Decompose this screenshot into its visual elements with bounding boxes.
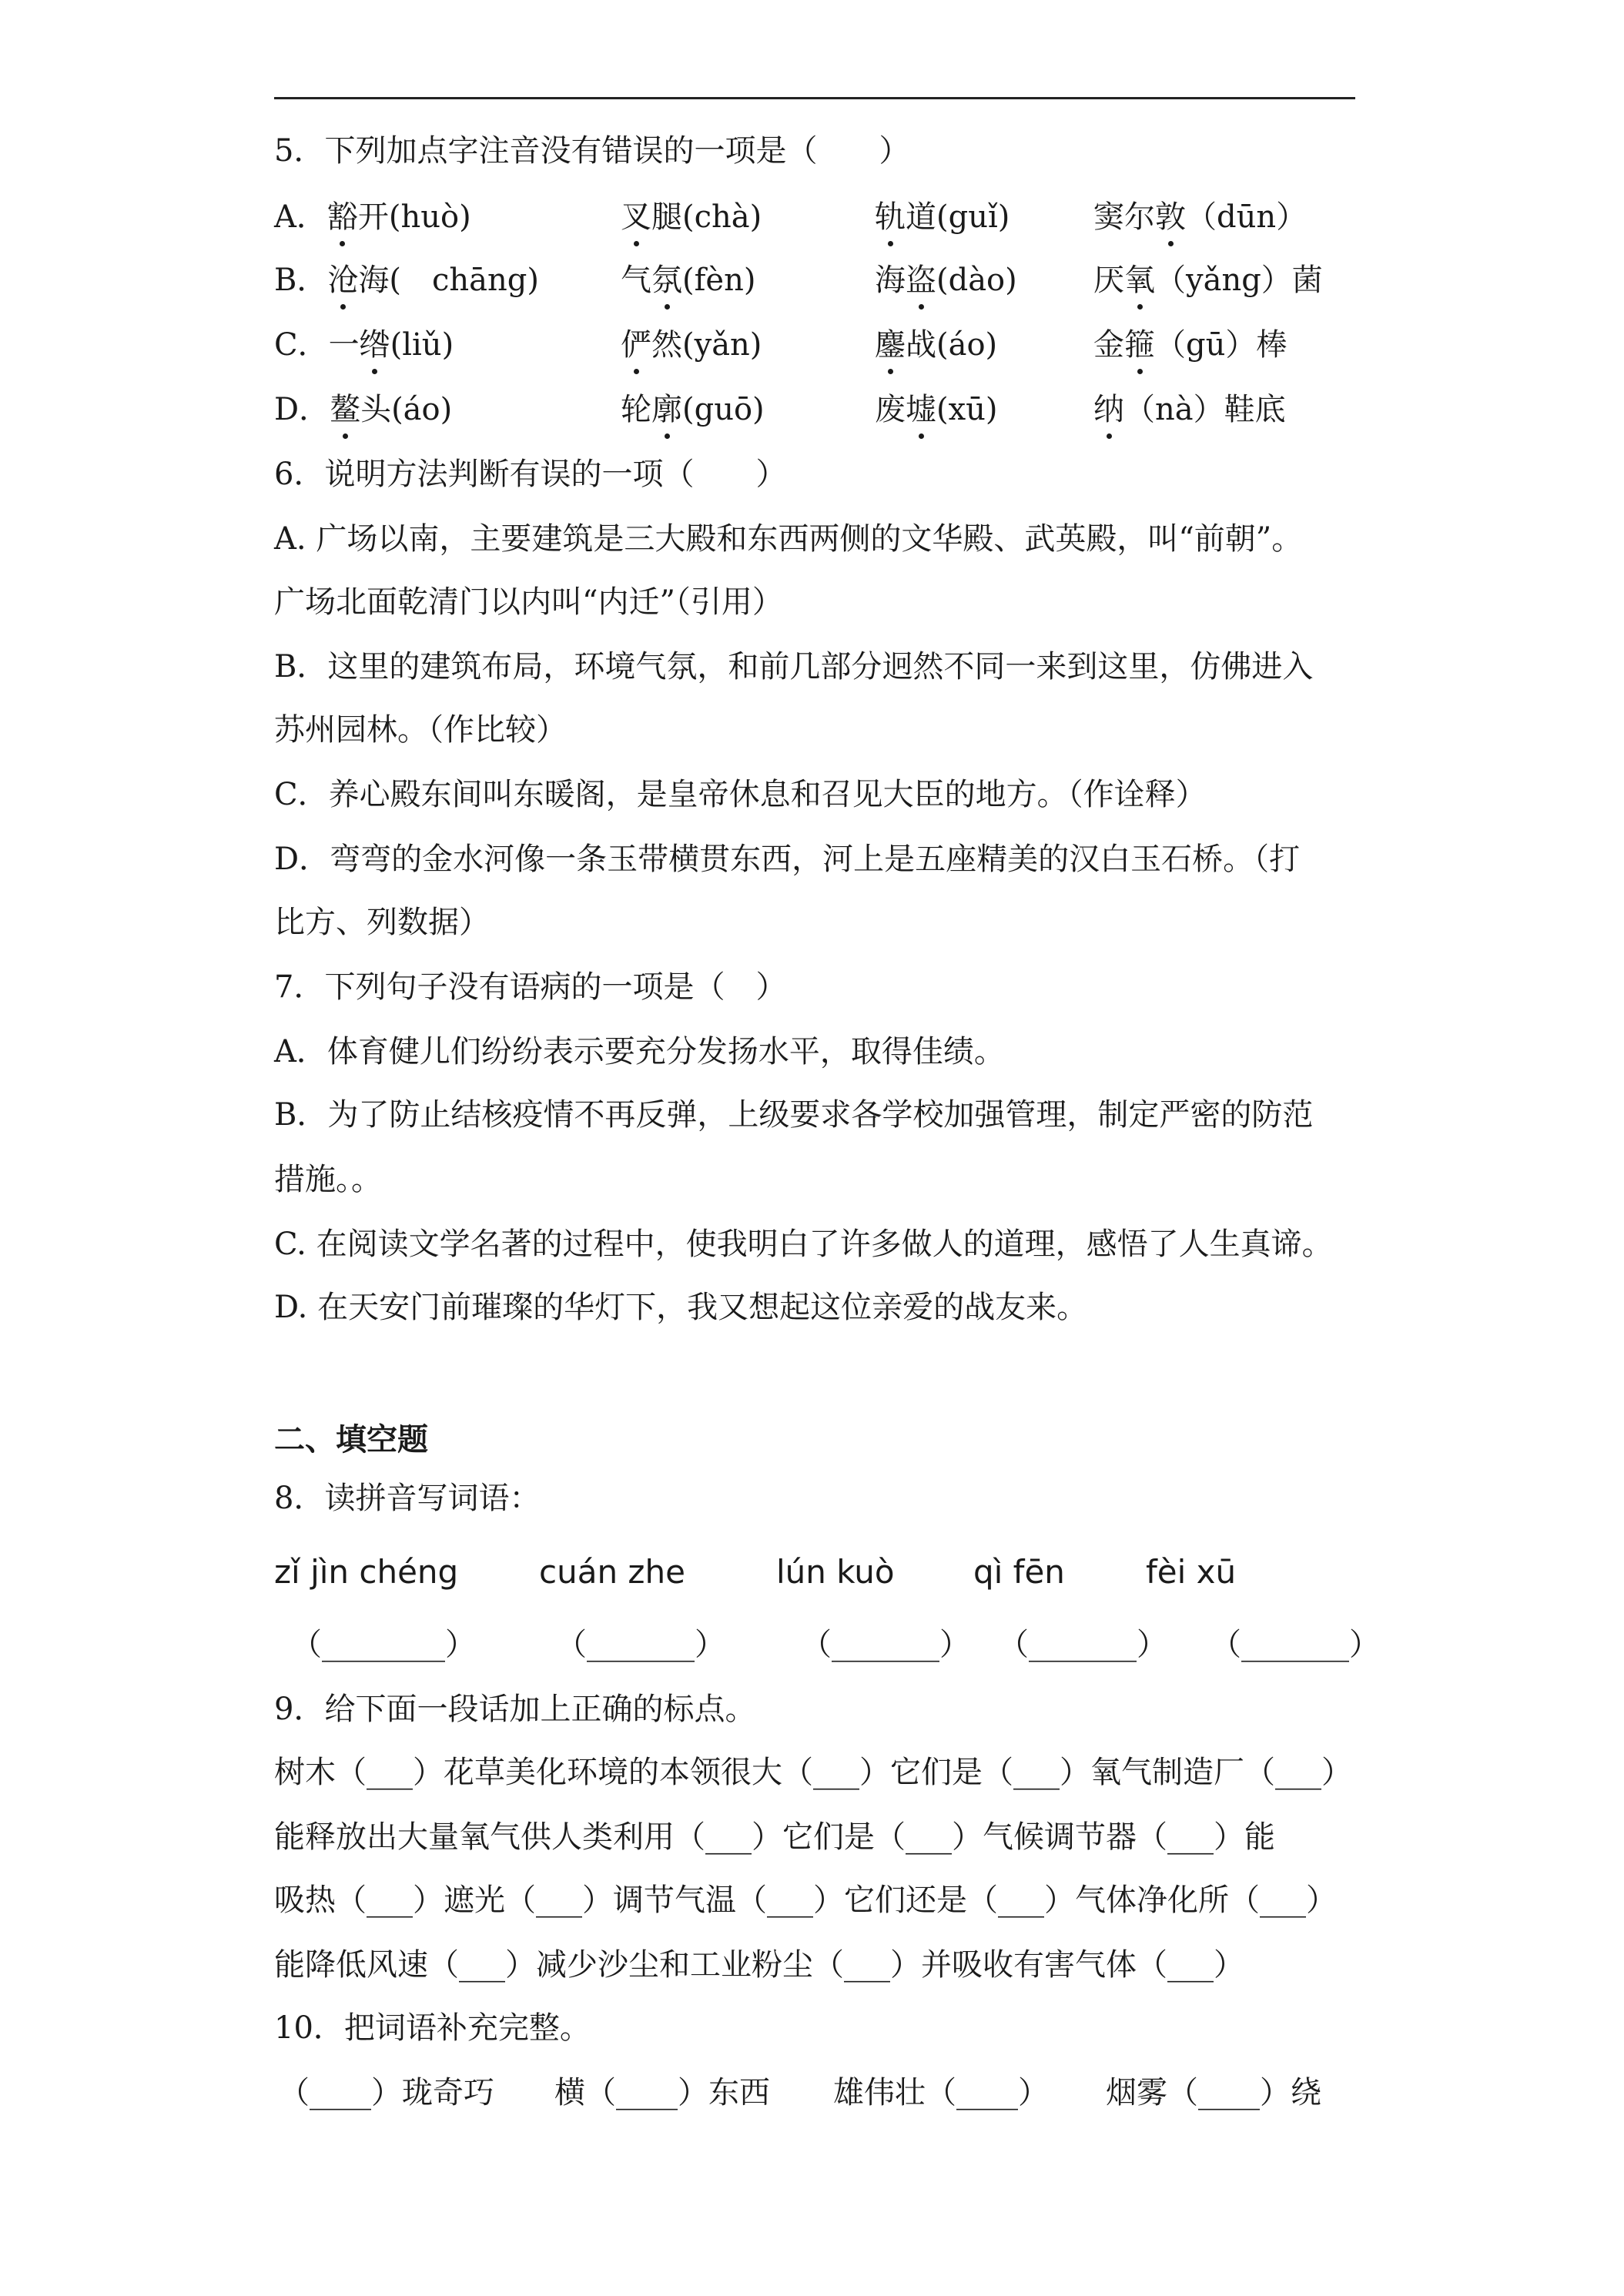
q5-option-b-item-2 (621, 259, 755, 302)
q5-text-after: 然(yǎn) (651, 327, 762, 363)
q6-line-3: B．这里的建筑布局，环境气氛，和前几部分迥然不同一来到这里，仿佛进入 (274, 649, 1314, 684)
q10-item-2: 横（____）东西 (554, 2075, 770, 2110)
q6-line-5: C．养心殿东间叫东暖阁，是皇帝休息和召见大臣的地方。（作诠释） (274, 777, 1207, 812)
q5-text-before: 废 (875, 392, 906, 427)
q8-blank-1[interactable]: （________） (291, 1627, 476, 1662)
q5-dotted-char: 轨 (875, 196, 906, 239)
q5-dotted-char: 俨 (621, 323, 651, 366)
header-rule (274, 97, 1355, 99)
q5-option-d-item-1 (274, 388, 452, 431)
q5-option-a-item-3 (875, 196, 1010, 239)
q8-pinyin-1: zǐ jìn chéng (274, 1553, 459, 1591)
q5-option-label: A． (274, 199, 327, 235)
q5-option-a-item-2 (621, 196, 762, 239)
q5-dotted-char: 盗 (906, 259, 936, 302)
q5-dotted-char: 廓 (651, 388, 682, 431)
q5-dotted-char: 墟 (906, 388, 936, 431)
q7-stem: 7．下列句子没有语病的一项是（ ） (274, 969, 787, 1005)
q8-stem: 8．读拼音写词语： (274, 1481, 541, 1516)
q5-text-after: （gū）棒 (1155, 327, 1287, 363)
q9-line-2: 能释放出大量氧气供人类利用（___）它们是（___）气候调节器（___）能 (274, 1819, 1275, 1855)
q5-option-d-item-2 (621, 388, 765, 431)
q8-pinyin-4: qì fēn (973, 1553, 1065, 1591)
q5-text-after: (fèn) (682, 263, 756, 298)
q8-pinyin-5: fèi xū (1146, 1553, 1237, 1591)
q5-option-label: C． (274, 327, 329, 363)
q10-item-1: （____）珑奇巧 (279, 2075, 494, 2110)
q7-line-5: D. 在天安门前璀璨的华灯下，我又想起这位亲爱的战友来。 (274, 1290, 1088, 1325)
q5-option-d-item-4 (1093, 388, 1286, 431)
q6-stem: 6．说明方法判断有误的一项（ ） (274, 457, 787, 492)
q6-line-2: 广场北面乾清门以内叫“内迁”（引用） (274, 584, 783, 620)
q5-text-after: (xū) (936, 392, 998, 427)
q8-blank-3[interactable]: （_______） (801, 1627, 970, 1662)
q5-dotted-char: 绺 (360, 323, 390, 366)
q5-text-before: 厌 (1093, 263, 1124, 298)
q7-line-1: A．体育健儿们纷纷表示要充分发扬水平，取得佳绩。 (274, 1034, 1005, 1069)
q5-option-c-item-2 (621, 323, 762, 366)
q5-option-b-item-1 (274, 259, 539, 302)
q5-text-before: 轮 (621, 392, 651, 427)
q5-text-after: （nà）鞋底 (1124, 392, 1286, 427)
q10-item-4: 烟雾（____）绕 (1106, 2075, 1321, 2110)
q9-stem: 9．给下面一段话加上正确的标点。 (274, 1692, 756, 1727)
q5-option-c-item-1 (274, 323, 454, 366)
q6-line-7: 比方、列数据） (274, 905, 490, 940)
q5-option-b-item-3 (875, 259, 1017, 302)
section-title: 二、填空题 (274, 1422, 428, 1458)
q8-blank-2[interactable]: （_______） (556, 1627, 725, 1662)
q6-line-4: 苏州园林。（作比较） (274, 712, 567, 748)
q5-dotted-char: 鏖 (875, 323, 906, 366)
q5-option-label: B． (274, 263, 328, 298)
q9-line-3: 吸热（___）遮光（___）调节气温（___）它们还是（___）气体净化所（___） (274, 1883, 1337, 1918)
q5-text-after: 开(huò) (357, 199, 471, 235)
q10-stem: 10．把词语补充完整。 (274, 2010, 591, 2046)
q5-option-c-item-4 (1093, 323, 1287, 366)
q9-line-1: 树木（___）花草美化环境的本领很大（___）它们是（___）氧气制造厂（___） (274, 1755, 1352, 1790)
q5-text-after: 海( chāng) (358, 263, 539, 298)
q5-dotted-char: 氛 (651, 259, 682, 302)
q7-line-3: 措施。。 (274, 1162, 382, 1197)
q5-option-c-item-3 (875, 323, 997, 366)
q5-dotted-char: 敦 (1155, 196, 1186, 239)
q5-text-after: 道(guǐ) (906, 199, 1010, 235)
q5-text-after: (guō) (682, 392, 765, 427)
q5-dotted-char: 豁 (327, 196, 358, 239)
q9-line-4: 能降低风速（___）减少沙尘和工业粉尘（___）并吸收有害气体（___） (274, 1947, 1244, 1983)
q8-pinyin-3: lún kuò (776, 1553, 895, 1591)
q5-option-label: D． (274, 392, 330, 427)
q5-text-after: 战(áo) (906, 327, 998, 363)
q6-line-1: A. 广场以南，主要建筑是三大殿和东西两侧的文华殿、武英殿，叫“前朝”。 (274, 521, 1303, 557)
q5-option-b-item-4 (1093, 259, 1323, 302)
q7-line-4: C. 在阅读文学名著的过程中，使我明白了许多做人的道理，感悟了人生真谛。 (274, 1227, 1333, 1262)
q5-text-after: (liǔ) (390, 327, 454, 363)
q5-dotted-char: 叉 (621, 196, 651, 239)
q5-text-after: (dào) (936, 263, 1017, 298)
q5-dotted-char: 鳌 (330, 388, 360, 431)
q7-line-2: B．为了防止结核疫情不再反弹，上级要求各学校加强管理，制定严密的防范 (274, 1097, 1314, 1133)
q5-option-d-item-3 (875, 388, 998, 431)
q8-blank-4[interactable]: （_______） (998, 1627, 1167, 1662)
q5-text-before: 海 (875, 263, 906, 298)
q5-text-after: 腿(chà) (651, 199, 762, 235)
q5-stem: 5．下列加点字注音没有错误的一项是（ ） (274, 133, 910, 169)
q5-dotted-char: 沧 (327, 259, 358, 302)
q5-text-after: （dūn） (1186, 199, 1308, 235)
q5-text-before: 金 (1093, 327, 1124, 363)
q5-text-before: 气 (621, 263, 651, 298)
q10-item-3: 雄伟壮（____） (833, 2075, 1049, 2110)
q5-dotted-char: 氧 (1124, 259, 1155, 302)
q8-pinyin-2: cuán zhe (539, 1553, 685, 1591)
q5-option-a-item-4 (1093, 196, 1307, 239)
q5-text-after: 头(áo) (360, 392, 453, 427)
q5-dotted-char: 纳 (1093, 388, 1124, 431)
q6-line-6: D．弯弯的金水河像一条玉带横贯东西，河上是五座精美的汉白玉石桥。（打 (274, 842, 1301, 877)
q5-option-a-item-1 (274, 196, 471, 239)
q8-blank-5[interactable]: （_______） (1210, 1627, 1380, 1662)
q5-text-before: 窦尔 (1093, 199, 1155, 235)
q5-text-before: 一 (328, 327, 360, 363)
q5-text-after: （yǎng）菌 (1155, 263, 1323, 298)
q5-dotted-char: 箍 (1124, 323, 1155, 366)
